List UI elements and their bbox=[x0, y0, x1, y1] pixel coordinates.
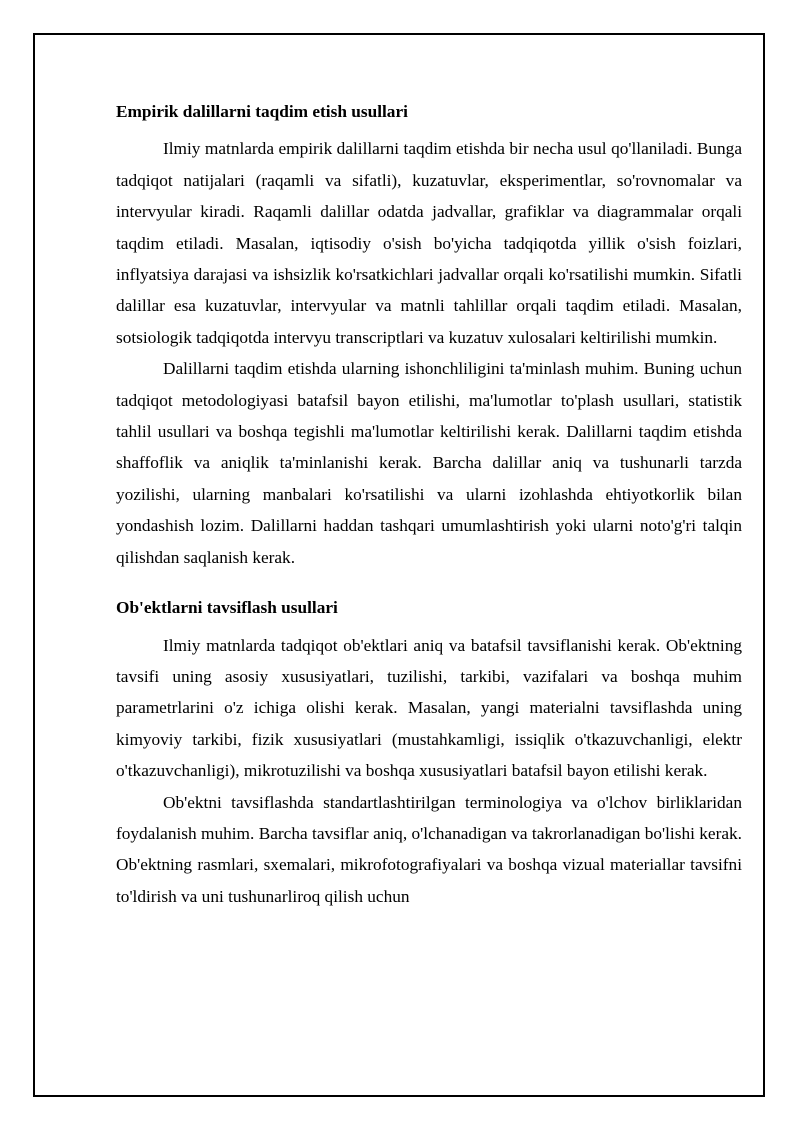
paragraph: Ilmiy matnlarda tadqiqot ob'ektlari aniq va batafsil tavsiflanishi kerak. Ob'ektning tavsifi uning asosiy xususiyatlari, tuzilishi, tarkibi, vazifalari va boshqa muhim parametrlarini o'z ichiga olishi kerak. Masalan, yangi materialni tavsiflashda uning kimyoviy tarkibi, fizik xususiyatlari (mustahkamligi, issiqlik o'tkazuvchanligi, elektr o'tkazuvchanligi), mikrotuzilishi va boshqa xususiyatlari batafsil bayon etilishi kerak. bbox=[116, 635, 742, 781]
paragraph: Ob'ektni tavsiflashda standartlashtirilgan terminologiya va o'lchov birliklaridan foydalanish muhim. Barcha tavsiflar aniq, o'lchanadigan va takrorlanadigan bo'lishi kerak. Ob'ektning rasmlari, sxemalari, mikrofotografiyalari va boshqa vizual materiallar tavsifni to'ldirish va uni tushunarliroq qilish uchun bbox=[116, 792, 742, 906]
section-heading: Ob'ektlarni tavsiflash usullari bbox=[116, 598, 338, 618]
paragraph: Dalillarni taqdim etishda ularning ishonchliligini ta'minlash muhim. Buning uchun tadqiqot metodologiyasi batafsil bayon etilishi, ma'lumotlar to'plash usullari, statistik tahlil usullari va boshqa tegishli ma'lumotlar keltirilishi kerak. Dalillarni taqdim etishda shaffoflik va aniqlik ta'minlanishi kerak. Barcha dalillar aniq va tushunarli tarzda yozilishi, ularning manbalari ko'rsatilishi va ularni izohlashda ehtiyotkorlik bilan yondashish lozim. Dalillarni haddan tashqari umumlashtirish yoki ularni noto'g'ri talqin qilishdan saqlanish kerak. bbox=[116, 359, 742, 567]
document-body bbox=[116, 96, 742, 912]
paragraph: Ilmiy matnlarda empirik dalillarni taqdim etishda bir necha usul qo'llaniladi. Bunga tadqiqot natijalari (raqamli va sifatli), kuzatuvlar, eksperimentlar, so'rovnomalar va intervyular kiradi. Raqamli dalillar odatda jadvallar, grafiklar va diagrammalar orqali taqdim etiladi. Masalan, iqtisodiy o'sish bo'yicha tadqiqotda yillik o'sish foizlari, inflyatsiya darajasi va ishsizlik ko'rsatkichlari jadvallar orqali ko'rsatilishi mumkin. Sifatli dalillar esa kuzatuvlar, intervyular va matnli tahlillar orqali taqdim etiladi. Masalan, sotsiologik tadqiqotda intervyu transcriptlari va kuzatuv xulosalari keltirilishi mumkin. bbox=[116, 139, 742, 347]
section-heading: Empirik dalillarni taqdim etish usullari bbox=[116, 102, 408, 121]
